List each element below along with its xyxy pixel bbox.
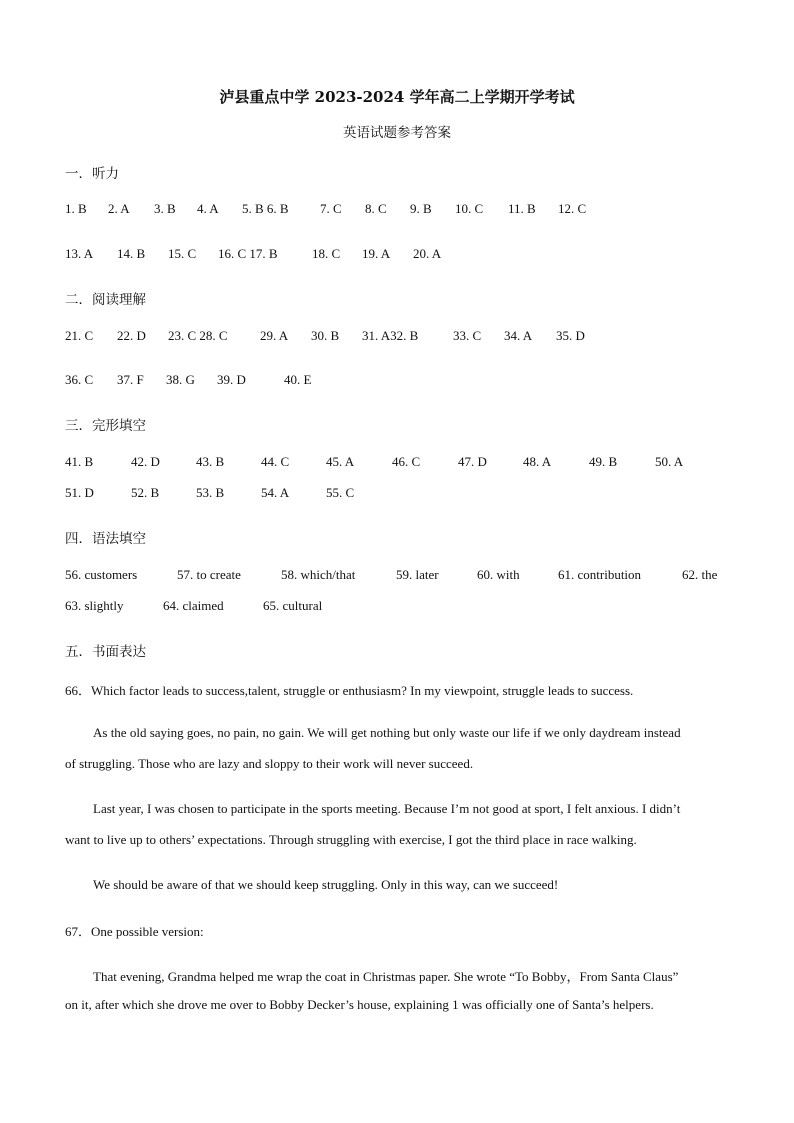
answer-item: 9. B bbox=[410, 201, 432, 216]
section-heading-listening: 一．听力 bbox=[65, 166, 119, 182]
answer-item: 1. B bbox=[65, 201, 87, 216]
answer-item: 8. C bbox=[365, 201, 387, 216]
essay-66-paragraph: want to live up to others’ expectations. Through struggling with exercise, I got the third place in race walking. bbox=[65, 832, 637, 847]
answer-item: 19. A bbox=[362, 246, 391, 261]
essay-66-paragraph: As the old saying goes, no pain, no gain. We will get nothing but only waste our life if we only daydream instead bbox=[93, 725, 681, 740]
answer-item: 35. D bbox=[556, 328, 585, 343]
answer-item: 57. to create bbox=[177, 567, 241, 582]
answer-item: 61. contribution bbox=[558, 567, 642, 582]
page-title: 泸县重点中学 2023-2024 学年高二上学期开学考试 bbox=[219, 88, 575, 106]
page-subtitle: 英语试题参考答案 bbox=[343, 125, 451, 141]
answer-item: 31. A32. B bbox=[362, 328, 419, 343]
essay-66-paragraph: Last year, I was chosen to participate in the sports meeting. Because I’m not good at sport, I felt anxious. I didn’t bbox=[93, 801, 681, 816]
answer-item: 56. customers bbox=[65, 567, 138, 582]
answer-item: 40. E bbox=[284, 372, 312, 387]
answer-item: 20. A bbox=[413, 246, 442, 261]
answer-item: 12. C bbox=[558, 201, 587, 216]
answer-item: 47. D bbox=[458, 454, 487, 469]
essay-66-paragraph: We should be aware of that we should keep struggling. Only in this way, can we succeed! bbox=[93, 877, 559, 892]
answer-item: 53. B bbox=[196, 485, 225, 500]
answer-item: 63. slightly bbox=[65, 598, 124, 613]
answer-item: 44. C bbox=[261, 454, 290, 469]
answer-item: 10. C bbox=[455, 201, 484, 216]
answer-item: 62. the bbox=[682, 567, 718, 582]
answer-item: 13. A bbox=[65, 246, 94, 261]
answer-item: 65. cultural bbox=[263, 598, 323, 613]
answer-item: 43. B bbox=[196, 454, 225, 469]
answer-item: 14. B bbox=[117, 246, 146, 261]
answer-item: 21. C bbox=[65, 328, 94, 343]
answer-item: 4. A bbox=[197, 201, 219, 216]
answer-item: 22. D bbox=[117, 328, 146, 343]
answer-item: 54. A bbox=[261, 485, 290, 500]
answer-item: 59. later bbox=[396, 567, 439, 582]
answer-item: 60. with bbox=[477, 567, 520, 582]
answer-item: 48. A bbox=[523, 454, 552, 469]
answer-item: 45. A bbox=[326, 454, 355, 469]
section-heading-reading: 二．阅读理解 bbox=[65, 292, 146, 308]
answer-item: 64. claimed bbox=[163, 598, 224, 613]
answer-item: 23. C 28. C bbox=[168, 328, 228, 343]
answer-item: 16. C 17. B bbox=[218, 246, 278, 261]
essay-66-paragraph: of struggling. Those who are lazy and sloppy to their work will never succeed. bbox=[65, 756, 474, 771]
answer-item: 52. B bbox=[131, 485, 160, 500]
essay-66-intro: 66．Which factor leads to success,talent, struggle or enthusiasm? In my viewpoint, struggle leads to success. bbox=[65, 683, 634, 698]
answer-item: 55. C bbox=[326, 485, 355, 500]
answer-item: 34. A bbox=[504, 328, 533, 343]
answer-item: 11. B bbox=[508, 201, 536, 216]
essay-67-paragraph: on it, after which she drove me over to Bobby Decker’s house, explaining 1 was officially one of Santa’s helpers. bbox=[65, 997, 654, 1012]
answer-item: 29. A bbox=[260, 328, 289, 343]
section-heading-cloze: 三．完形填空 bbox=[65, 418, 146, 434]
answer-item: 42. D bbox=[131, 454, 160, 469]
section-heading-grammar: 四．语法填空 bbox=[65, 531, 146, 547]
answer-item: 49. B bbox=[589, 454, 618, 469]
essay-67-paragraph: That evening, Grandma helped me wrap the coat in Christmas paper. She wrote “To Bobby，From Santa Claus” bbox=[93, 969, 679, 984]
answer-item: 58. which/that bbox=[281, 567, 356, 582]
essay-67-intro: 67．One possible version: bbox=[65, 924, 204, 939]
answer-item: 51. D bbox=[65, 485, 94, 500]
answer-item: 50. A bbox=[655, 454, 684, 469]
answer-item: 2. A bbox=[108, 201, 130, 216]
answer-item: 33. C bbox=[453, 328, 482, 343]
answer-item: 15. C bbox=[168, 246, 197, 261]
answer-item: 39. D bbox=[217, 372, 246, 387]
answer-item: 5. B 6. B bbox=[242, 201, 289, 216]
answer-item: 46. C bbox=[392, 454, 421, 469]
answer-item: 37. F bbox=[117, 372, 144, 387]
answer-item: 30. B bbox=[311, 328, 340, 343]
answer-item: 38. G bbox=[166, 372, 195, 387]
answer-item: 7. C bbox=[320, 201, 342, 216]
answer-item: 3. B bbox=[154, 201, 176, 216]
answer-item: 18. C bbox=[312, 246, 341, 261]
section-heading-writing: 五．书面表达 bbox=[65, 644, 146, 660]
answer-item: 41. B bbox=[65, 454, 94, 469]
answer-item: 36. C bbox=[65, 372, 94, 387]
